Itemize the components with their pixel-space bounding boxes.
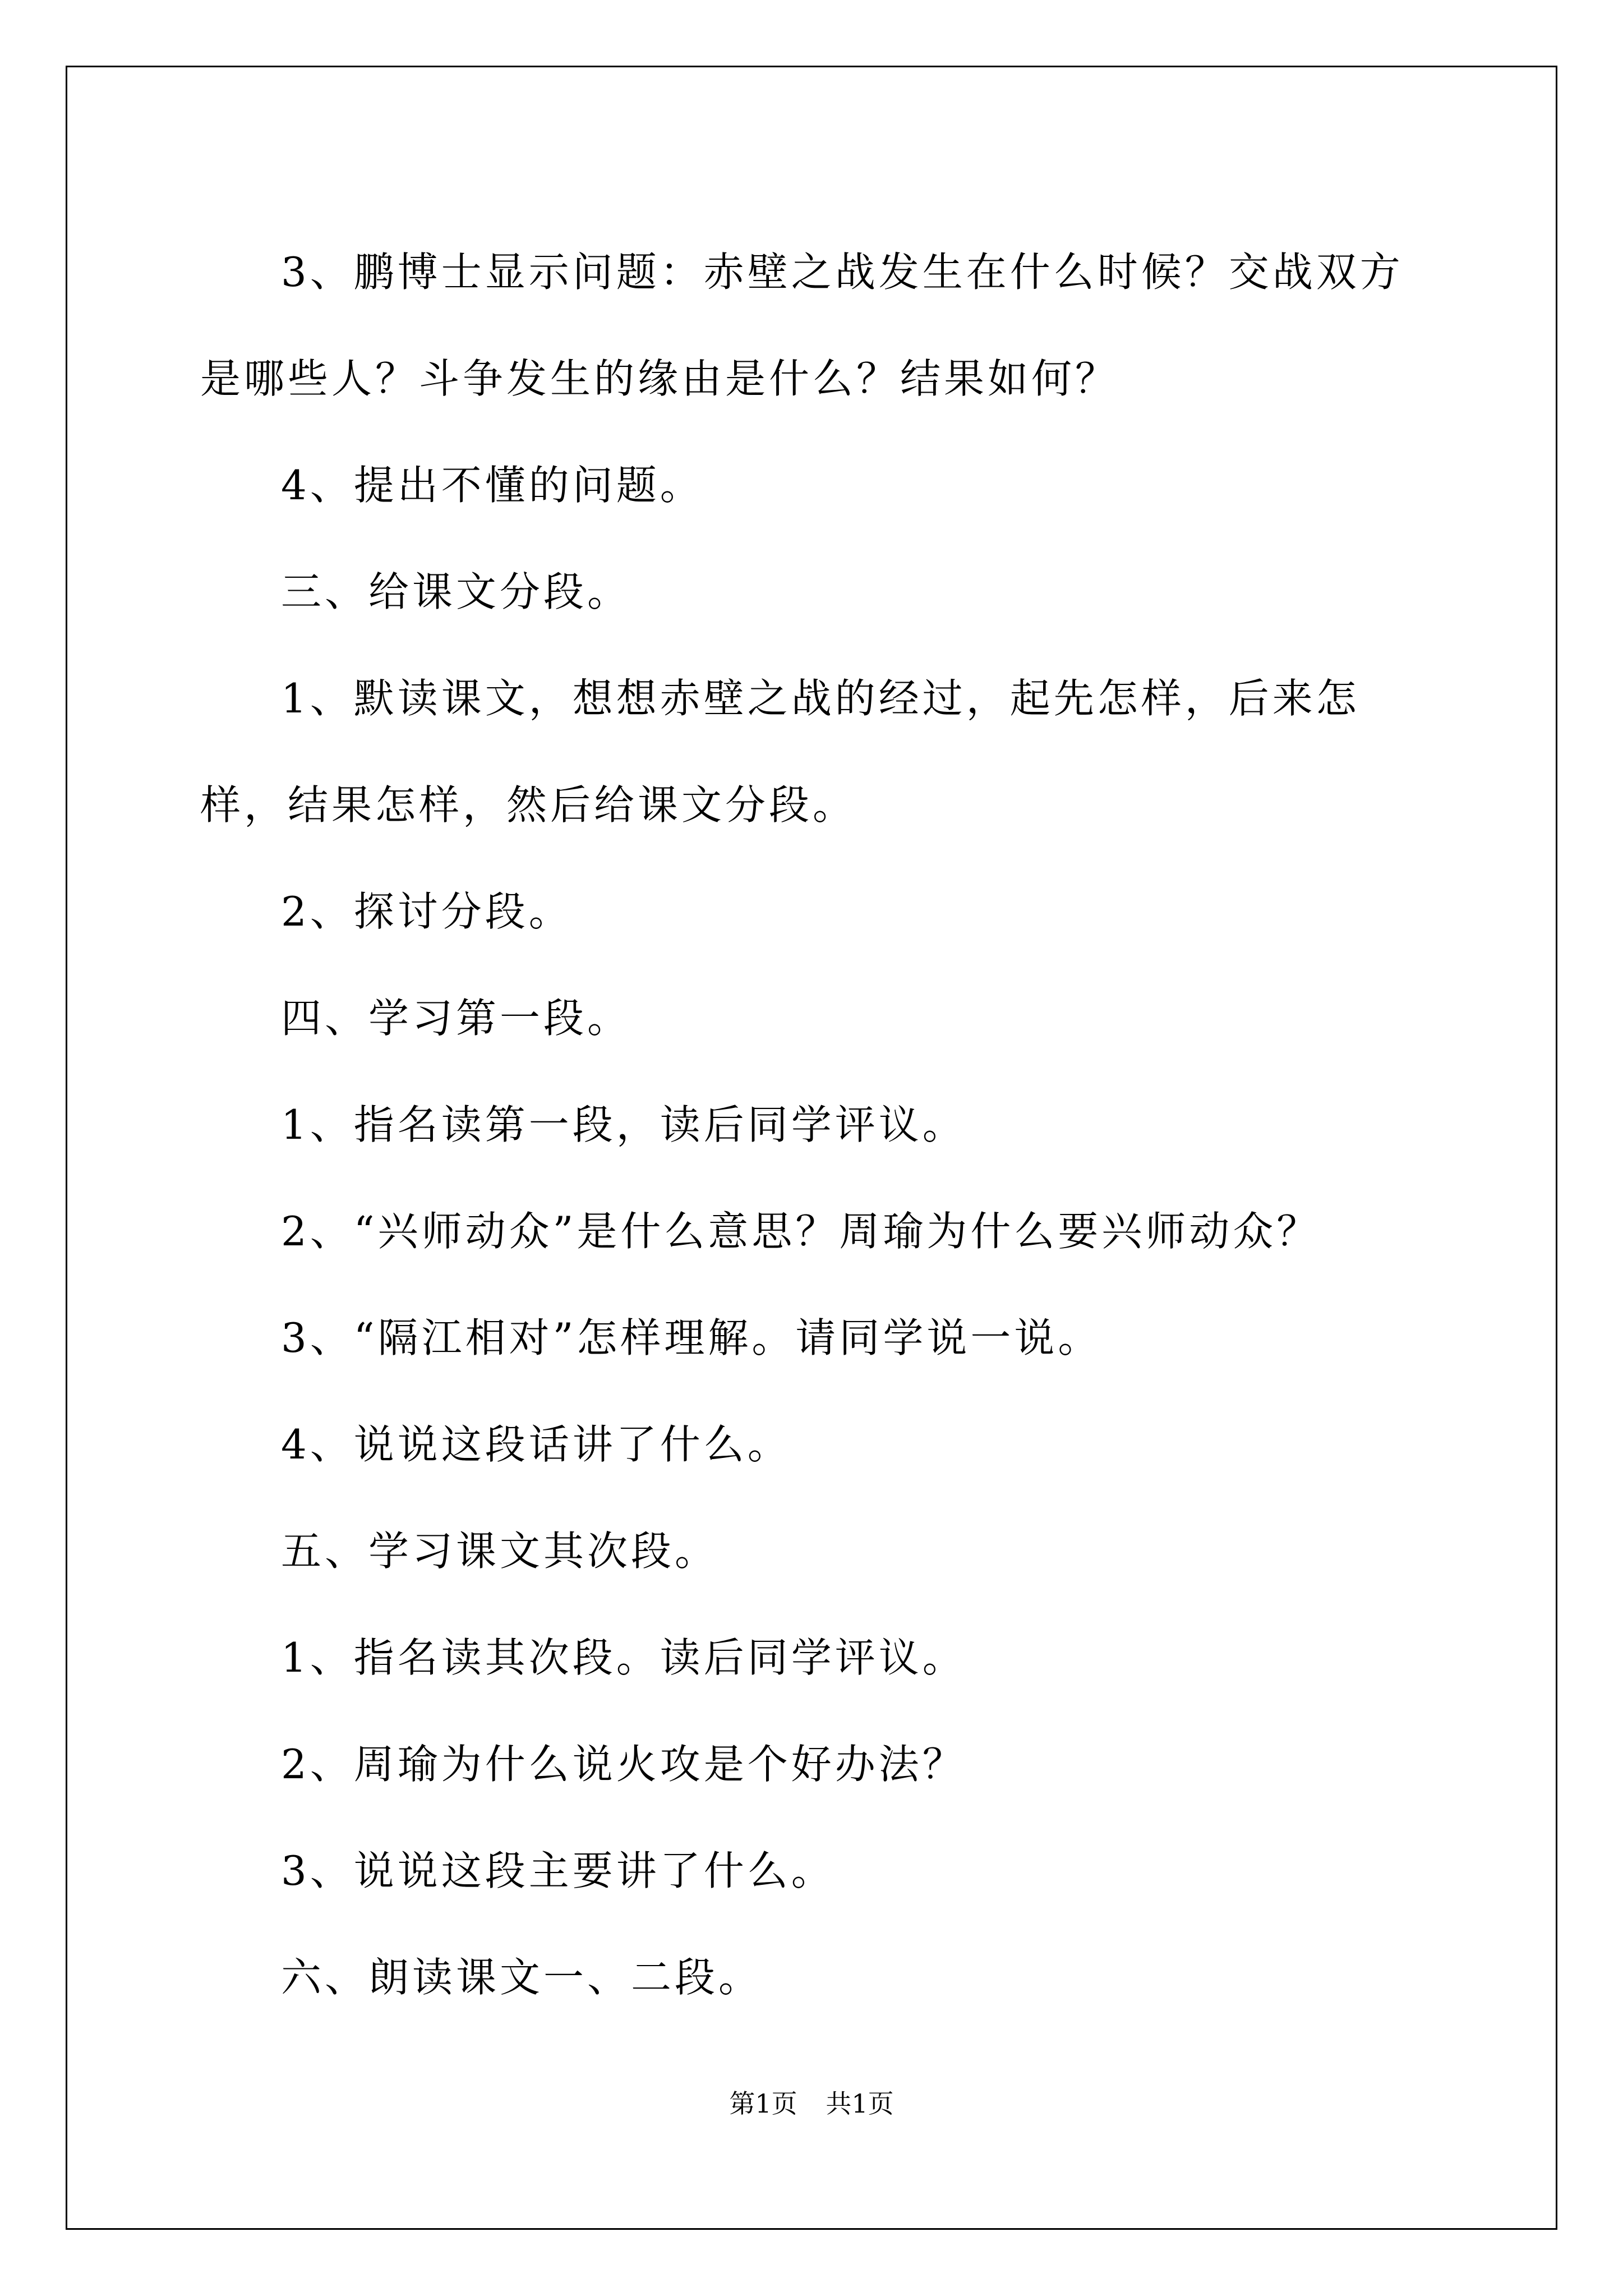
document-body: [200, 219, 1428, 2031]
page-total: 共1页: [826, 2088, 894, 2119]
paragraph: 3、说说这段主要讲了什么。: [281, 1847, 835, 1894]
paragraph: 4、说说这段话讲了什么。: [281, 1421, 791, 1468]
paragraph: 4、提出不懂的问题。: [281, 462, 704, 509]
page-number: 第1页: [729, 2088, 797, 2119]
section-heading: 四、学习第一段。: [281, 995, 631, 1042]
section-heading: 五、学习课文其次段。: [281, 1527, 719, 1575]
paragraph: 1、指名读第一段，读后同学评议。: [281, 1101, 966, 1148]
paragraph: 1、指名读其次段。读后同学评议。: [281, 1634, 966, 1681]
paragraph: 2、周瑜为什么说火攻是个好办法？: [281, 1741, 966, 1788]
section-heading: 六、朗读课文一、二段。: [281, 1954, 763, 2001]
section-heading: 三、给课文分段。: [281, 568, 631, 615]
paragraph: 2、“兴师动众”是什么意思？周瑜为什么要兴师动众？: [281, 1208, 1321, 1255]
page-footer: [0, 2087, 1623, 2120]
paragraph: 2、探讨分段。: [281, 888, 573, 935]
paragraph: 3、鹏博士显示问题：赤壁之战发生在什么时候？交战双方是哪些人？斗争发生的缘由是什么？结果如何？: [200, 249, 1404, 402]
paragraph: 3、“隔江相对”怎样理解。请同学说一说。: [281, 1314, 1102, 1361]
paragraph: 1、默读课文，想想赤壁之战的经过，起先怎样，后来怎样，结果怎样，然后给课文分段。: [200, 675, 1360, 829]
